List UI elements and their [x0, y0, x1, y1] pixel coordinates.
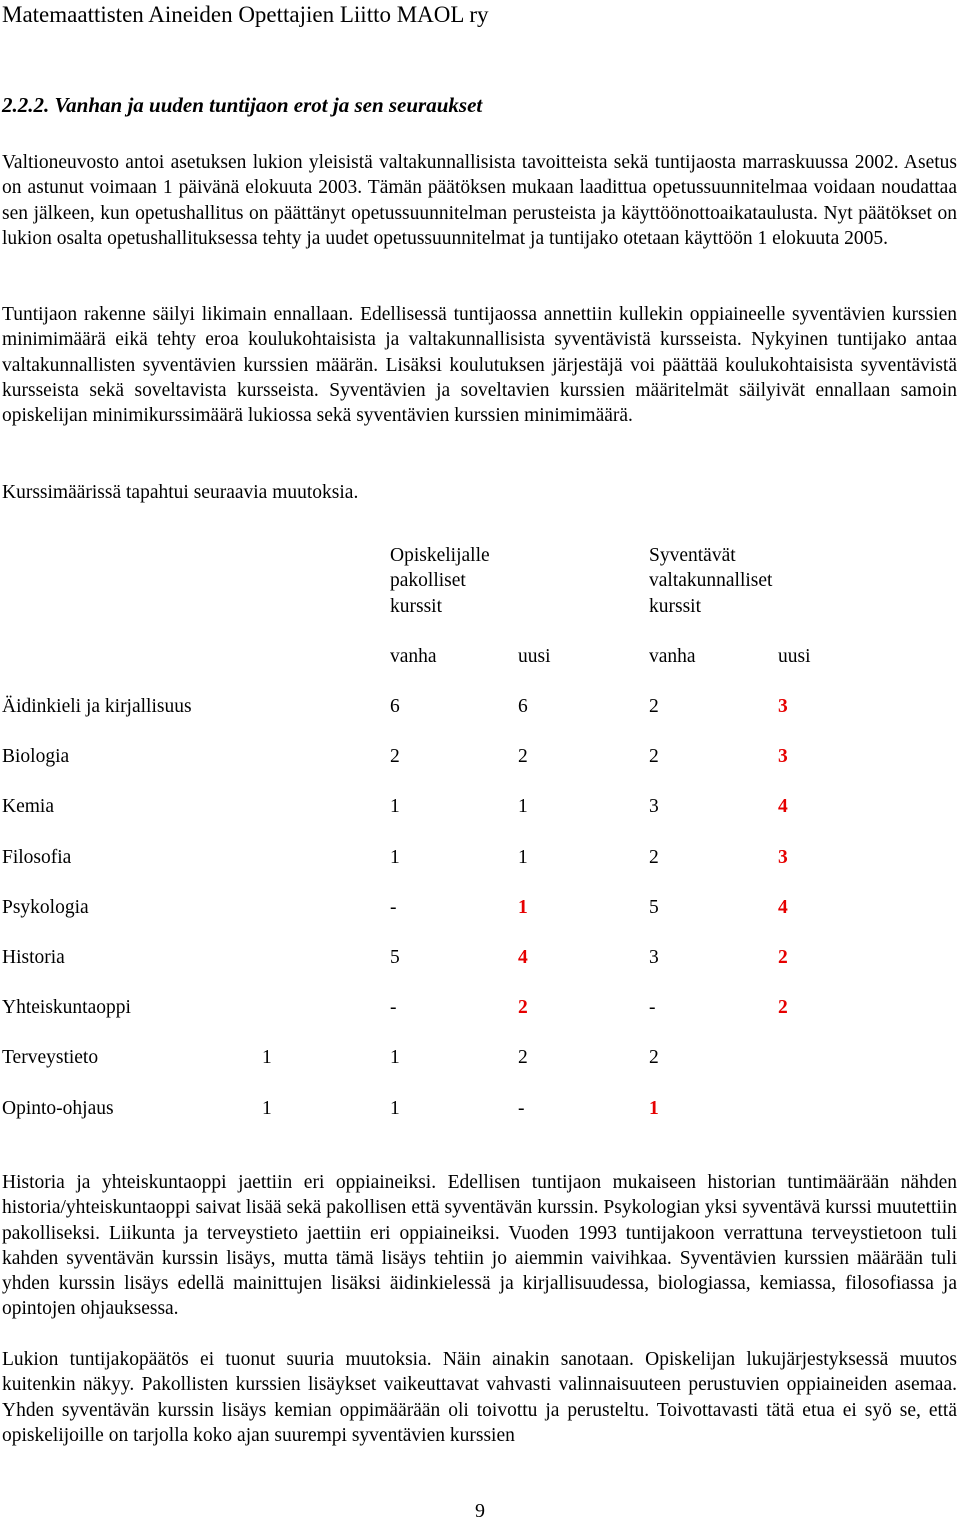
group-header-compulsory-line3: kurssit — [390, 596, 443, 617]
group-header-advanced-line3: kurssit — [649, 596, 702, 617]
table-cell-c2: 4 — [518, 947, 528, 968]
sub-header-advanced-new: uusi — [778, 646, 811, 667]
paragraph-kurssimaarat-intro: Kurssimäärissä tapahtui seuraavia muutoksia. — [2, 482, 359, 503]
table-cell-c2: 2 — [518, 746, 528, 767]
table-cell-c2: 1 — [518, 897, 528, 918]
table-row-subject: Biologia — [2, 746, 70, 767]
table-cell-c3: 1 — [649, 1098, 659, 1119]
table-cell-extra: 1 — [262, 1047, 272, 1068]
table-cell-c3: 3 — [649, 796, 659, 817]
sub-header-advanced-old: vanha — [649, 646, 696, 667]
table-cell-c2: 1 — [518, 847, 528, 868]
table-cell-c1: 6 — [390, 696, 400, 717]
table-cell-c4: 3 — [778, 746, 788, 767]
table-cell-c3: 2 — [649, 1047, 659, 1068]
table-cell-c2: - — [518, 1098, 525, 1119]
table-cell-c2: 1 — [518, 796, 528, 817]
table-cell-c2: 6 — [518, 696, 528, 717]
group-header-advanced-line1: Syventävät — [649, 545, 736, 566]
table-cell-extra: 1 — [262, 1098, 272, 1119]
table-cell-c3: - — [649, 997, 656, 1018]
table-row-subject: Yhteiskuntaoppi — [2, 997, 131, 1018]
table-cell-c4: 4 — [778, 796, 788, 817]
table-cell-c1: 1 — [390, 847, 400, 868]
table-row-subject: Historia — [2, 947, 65, 968]
section-heading: 2.2.2. Vanhan ja uuden tuntijaon erot ja sen seuraukset — [2, 93, 483, 117]
table-row-subject: Opinto-ohjaus — [2, 1098, 114, 1119]
paragraph-tuntijaon-rakenne: Tuntijaon rakenne säilyi likimain ennallaan. Edellisessä tuntijaossa annettiin kullekin oppiaineelle syventävien kurssien minimimäärä eikä tehty eroa koulukohtaisista ja valtakunnallisista syventävistä kursseista. Nykyinen tuntijako antaa valtakunnallisten syventävien kurssien määrän. Lisäksi koulutuksen järjestäjä voi päättää koulukohtaisista syventävistä kursseista sekä soveltavista kursseista. Syventävien ja soveltavien kurssien määritelmät säilyivät ennallaan samoin opiskelijan minimikurssimäärä lukiossa sekä syventävien kurssien minimimäärä. — [2, 304, 957, 427]
table-cell-c1: 1 — [390, 1047, 400, 1068]
table-cell-c3: 2 — [649, 696, 659, 717]
page-number: 9 — [475, 1500, 485, 1522]
table-row-subject: Äidinkieli ja kirjallisuus — [2, 696, 192, 717]
table-row-subject: Filosofia — [2, 847, 72, 868]
table-cell-c1: - — [390, 997, 397, 1018]
group-header-compulsory-line1: Opiskelijalle — [390, 545, 490, 566]
table-cell-c1: 2 — [390, 746, 400, 767]
sub-header-compulsory-old: vanha — [390, 646, 437, 667]
sub-header-compulsory-new: uusi — [518, 646, 551, 667]
table-cell-c2: 2 — [518, 997, 528, 1018]
group-header-advanced-line2: valtakunnalliset — [649, 570, 773, 591]
table-cell-c2: 2 — [518, 1047, 528, 1068]
table-row-subject: Kemia — [2, 796, 54, 817]
table-cell-c4: 3 — [778, 847, 788, 868]
paragraph-historia-yhteiskuntaoppi: Historia ja yhteiskuntaoppi jaettiin eri oppiaineiksi. Edellisen tuntijaon mukaiseen historian tuntimäärään nähden historia/yhteiskuntaoppi saivat lisää sekä pakollisen että syventävän kurssin. Psykologian yksi syventävä kurssi muutettiin pakolliseksi. Liikunta ja terveystieto jaettiin eri oppiaineiksi. Vuoden 1993 tuntijakoon verrattuna terveystietoon tuli kahden syventävän kurssin lisäys, mutta tämä lisäys tehtiin jo aiemmin vaivihkaa. Syventävien kurssien määrään tuli yhden kurssin lisäys edellä mainittujen lisäksi äidinkielessä ja kirjallisuudessa, biologiassa, kemiassa, filosofiassa ja opintojen ohjauksessa. — [2, 1172, 957, 1320]
table-cell-c3: 3 — [649, 947, 659, 968]
table-cell-c1: 5 — [390, 947, 400, 968]
paragraph-asetus: Valtioneuvosto antoi asetuksen lukion yleisistä valtakunnallisista tavoitteista sekä tuntijaosta marraskuussa 2002. Asetus on astunut voimaan 1 päivänä elokuuta 2003. Tämän päätöksen mukaan laadittua opetussuunnitelmaa voidaan noudattaa sen jälkeen, kun opetushallitus on päättänyt opetussuunnitelman perusteista ja käyttöönottoaikataulusta. Nyt päätökset on lukion osalta opetushallituksessa tehty ja uudet opetussuunnitelmat ja tuntijako otetaan käyttöön 1 elokuuta 2005. — [2, 152, 957, 249]
table-cell-c1: - — [390, 897, 397, 918]
table-cell-c4: 4 — [778, 897, 788, 918]
table-cell-c1: 1 — [390, 796, 400, 817]
table-row-subject: Psykologia — [2, 897, 89, 918]
table-cell-c3: 2 — [649, 847, 659, 868]
document-header-title: Matemaattisten Aineiden Opettajien Liitto MAOL ry — [2, 2, 489, 27]
table-cell-c3: 2 — [649, 746, 659, 767]
table-cell-c4: 2 — [778, 947, 788, 968]
paragraph-tuntijakopaatos: Lukion tuntijakopäätös ei tuonut suuria muutoksia. Näin ainakin sanotaan. Opiskelijan lukujärjestyksessä muutos kuitenkin näkyy. Pakollisten kurssien lisäykset vaikeuttavat vahvasti valinnaisuuteen perustuvien oppiaineiden asemaa. Yhden syventävän kurssin lisäys kemian oppimäärään oli toivottu ja perusteltu. Toivottavasti tätä etua ei syö se, että opiskelijoille on tarjolla koko ajan suurempi syventävien kurssien — [2, 1349, 957, 1446]
table-cell-c3: 5 — [649, 897, 659, 918]
table-cell-c1: 1 — [390, 1098, 400, 1119]
group-header-compulsory-line2: pakolliset — [390, 570, 466, 591]
table-cell-c4: 3 — [778, 696, 788, 717]
table-cell-c4: 2 — [778, 997, 788, 1018]
table-row-subject: Terveystieto — [2, 1047, 99, 1068]
